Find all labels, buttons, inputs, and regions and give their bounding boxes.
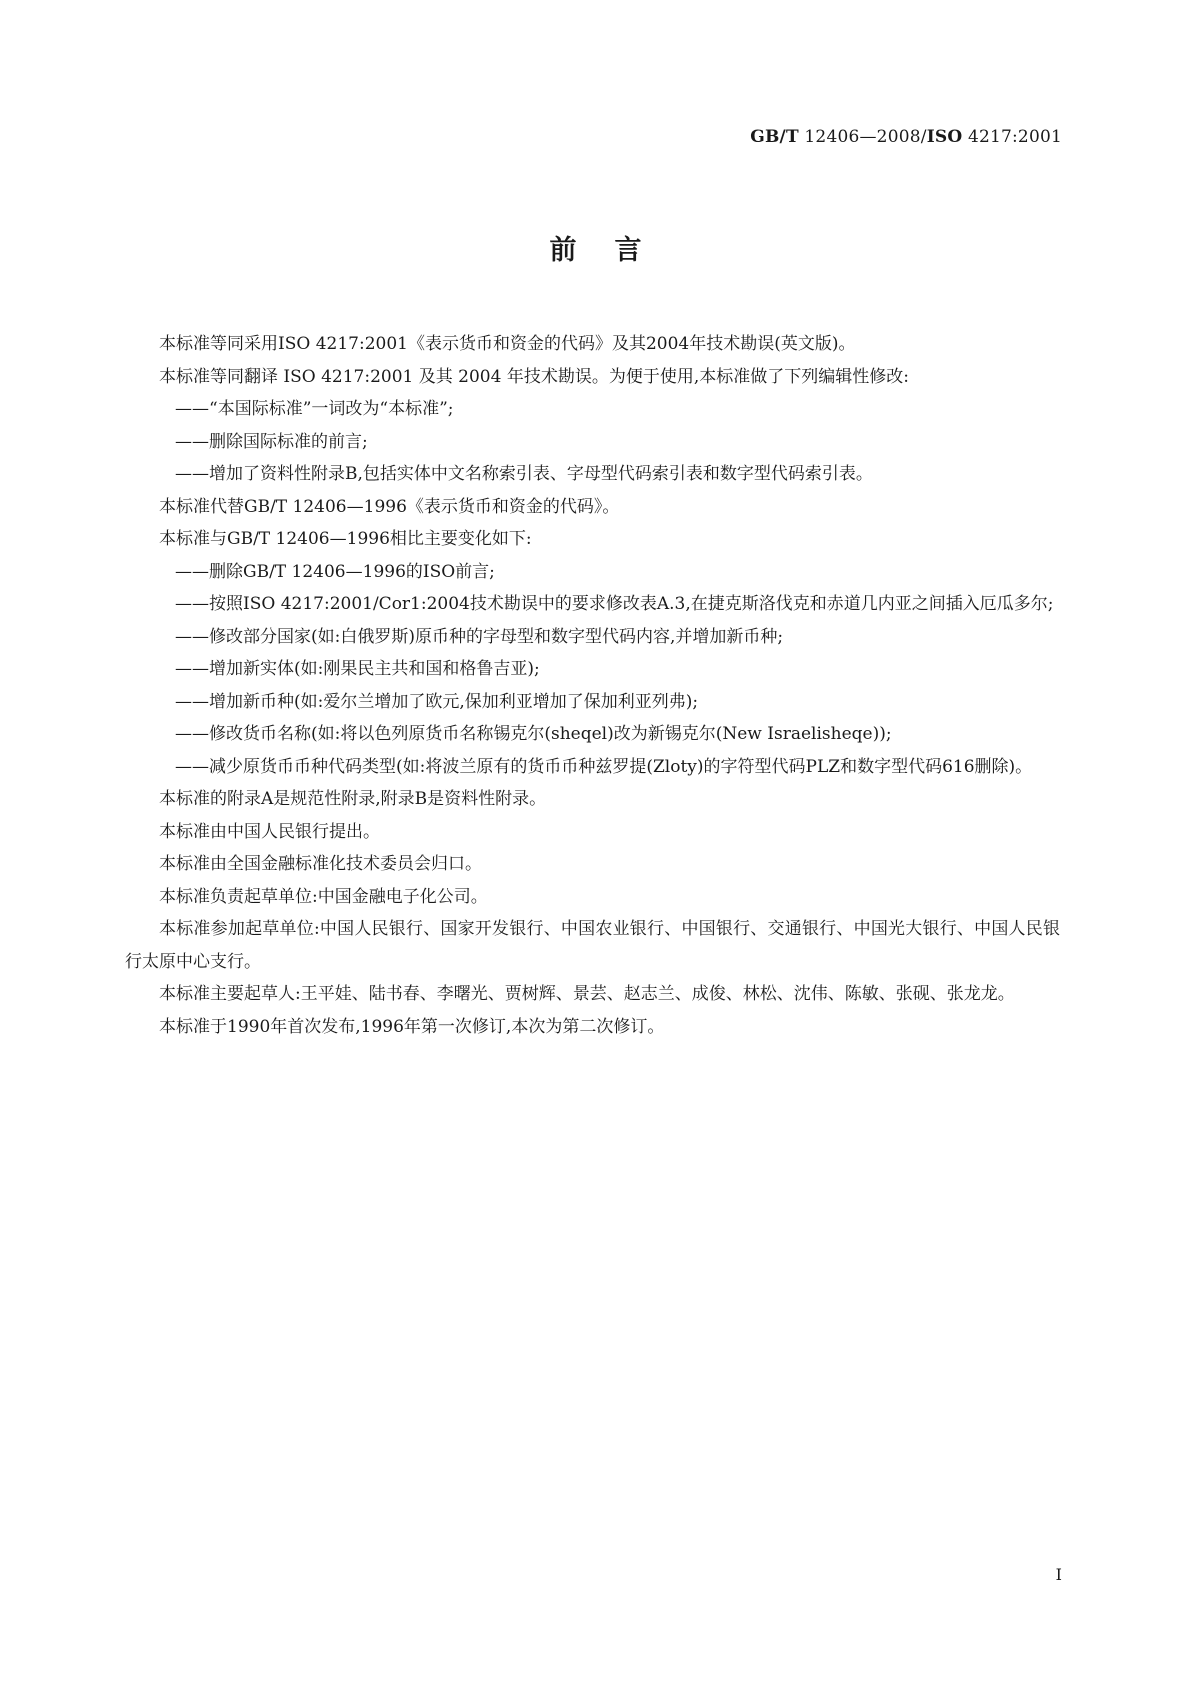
list-item: ——增加新实体(如:刚果民主共和国和格鲁吉亚); — [175, 659, 540, 679]
list-item: ——修改货币名称(如:将以色列原货币名称锡克尔(sheqel)改为新锡克尔(New Israelisheqe)); — [175, 724, 892, 744]
list-item: ——“本国际标准”一词改为“本标准”; — [175, 399, 454, 419]
paragraph: 本标准由全国金融标准化技术委员会归口。 — [159, 854, 482, 874]
iso-number: 4217:2001 — [967, 127, 1062, 147]
list-item: ——增加了资料性附录B,包括实体中文名称索引表、字母型代码索引表和数字型代码索引表。 — [175, 464, 873, 484]
page-title: 前言 — [549, 235, 680, 266]
paragraph: 本标准与GB/T 12406—1996相比主要变化如下: — [159, 529, 532, 549]
paragraph: 本标准等同翻译 ISO 4217:2001 及其 2004 年技术勘误。为便于使用,本标准做了下列编辑性修改: — [159, 366, 909, 387]
page-number: I — [1055, 1565, 1062, 1584]
list-item: ——按照ISO 4217:2001/Cor1:2004技术勘误中的要求修改表A.3,在捷克斯洛伐克和赤道几内亚之间插入厄瓜多尔; — [175, 594, 1054, 614]
standard-number: 12406—2008/ — [804, 127, 927, 147]
document-body — [125, 328, 1060, 1043]
paragraph: 本标准由中国人民银行提出。 — [159, 821, 380, 842]
list-item: ——删除GB/T 12406—1996的ISO前言; — [175, 561, 495, 582]
standard-prefix: GB/T — [750, 127, 799, 147]
list-item: ——修改部分国家(如:白俄罗斯)原币种的字母型和数字型代码内容,并增加新币种; — [175, 626, 784, 647]
paragraph: 本标准的附录A是规范性附录,附录B是资料性附录。 — [159, 789, 547, 809]
page-header — [750, 127, 1062, 147]
list-item: ——删除国际标准的前言; — [175, 431, 368, 452]
list-item: ——增加新币种(如:爱尔兰增加了欧元,保加利亚增加了保加利亚列弗); — [175, 691, 699, 712]
list-item: ——减少原货币币种代码类型(如:将波兰原有的货币币种兹罗提(Zloty)的字符型代码PLZ和数字型代码616删除)。 — [175, 756, 1033, 777]
paragraph: 本标准主要起草人:王平娃、陆书春、李曙光、贾树辉、景芸、赵志兰、成俊、林松、沈伟、陈敏、张砚、张龙龙。 — [159, 984, 1015, 1004]
paragraph: 本标准负责起草单位:中国金融电子化公司。 — [159, 886, 488, 907]
paragraph: 本标准参加起草单位:中国人民银行、国家开发银行、中国农业银行、中国银行、交通银行、中国光大银行、中国人民银行太原中心支行。 — [125, 919, 1060, 972]
paragraph: 本标准代替GB/T 12406—1996《表示货币和资金的代码》。 — [159, 496, 620, 517]
paragraph: 本标准等同采用ISO 4217:2001《表示货币和资金的代码》及其2004年技术勘误(英文版)。 — [159, 334, 856, 354]
iso-prefix: ISO — [926, 127, 963, 147]
paragraph: 本标准于1990年首次发布,1996年第一次修订,本次为第二次修订。 — [159, 1016, 665, 1037]
